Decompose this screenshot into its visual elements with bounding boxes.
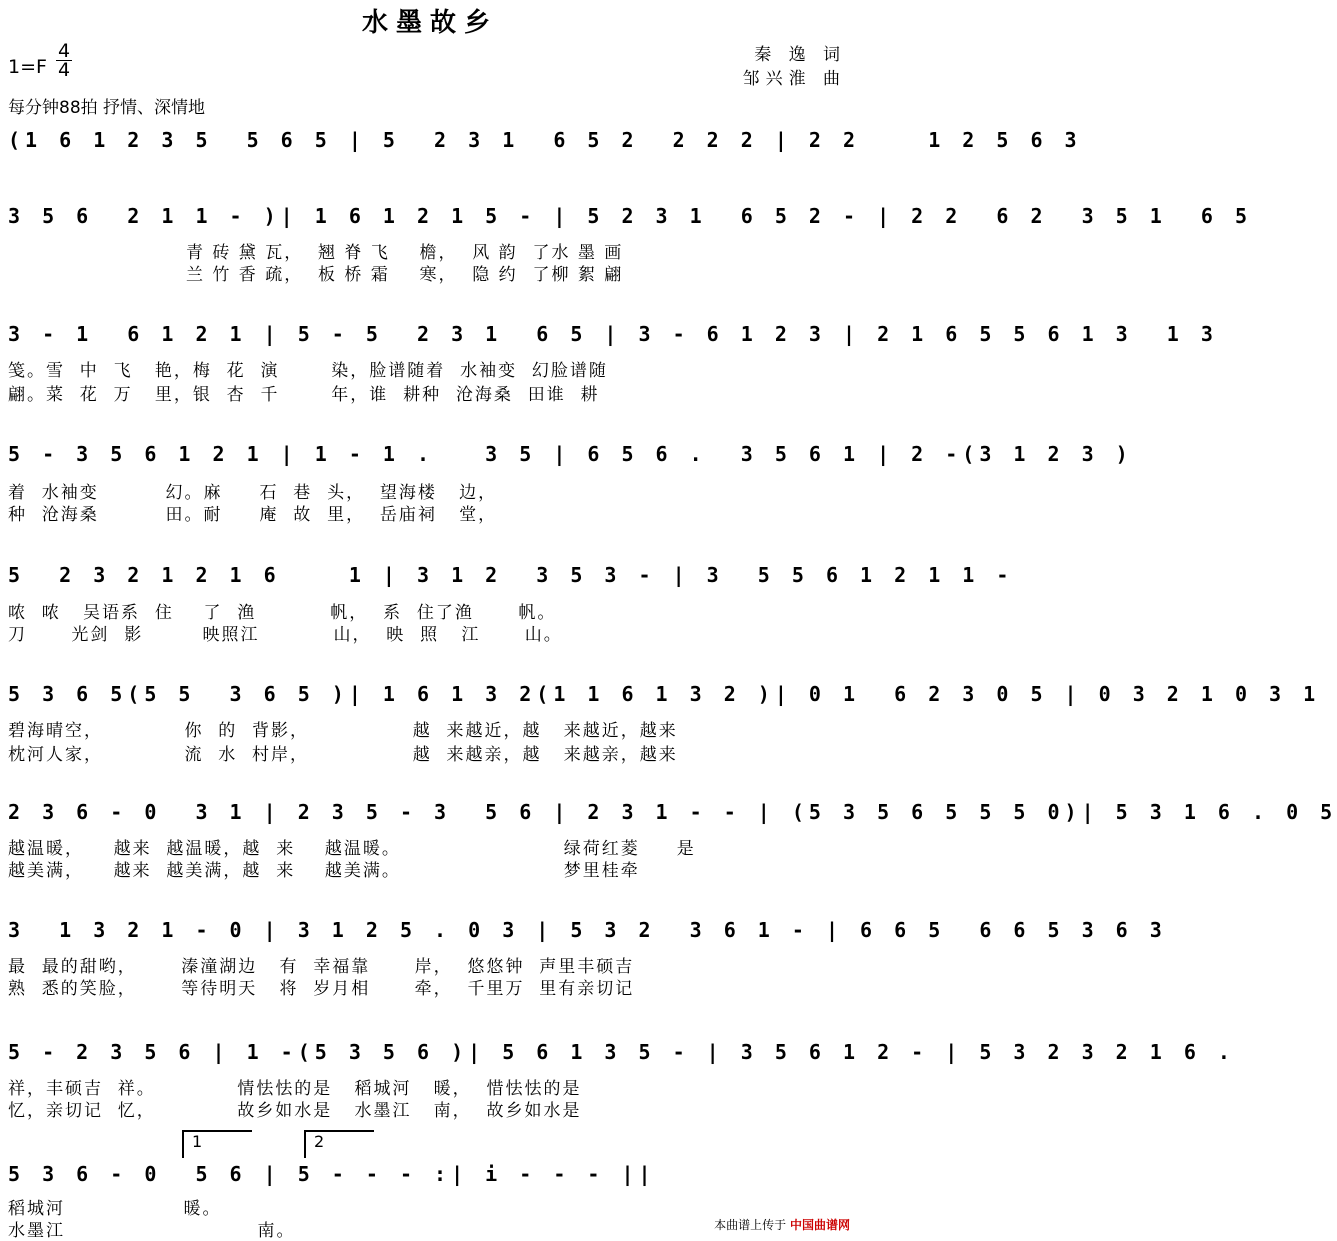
lyric-line-6-verse-2: 枕河人家， 流 水 村岸， 越 来越亲，越 来越亲，越来 (8, 745, 678, 765)
site-logo[interactable]: 中国曲谱网 (789, 1218, 850, 1232)
lyric-line-6-verse-1: 碧海晴空， 你 的 背影， 越 来越近，越 来越近，越来 (8, 721, 678, 741)
lyric-line-2-verse-2: 兰 竹 香 疏， 板 桥 霜 寒， 隐 约 了柳 絮 翩 (186, 265, 624, 285)
lyric-line-3-verse-1: 笺。雪 中 飞 艳，梅 花 演 染，脸谱随着 水袖变 幻脸谱随 (8, 361, 608, 381)
lyric-line-10-verse-2: 水墨江 南。 (8, 1221, 296, 1241)
lyric-line-3-verse-2: 翩。菜 花 万 里，银 杏 千 年，谁 耕种 沧海桑 田谁 耕 (8, 385, 600, 405)
notation-line-9: 5 - 2 3 5 6 | 1 -(5 3 5 6 )| 5 6 1 3 5 - | 3 5 6 1 2 - | 5 3 2 3 2 1 6 . (8, 1040, 1235, 1064)
lyric-line-2-verse-1: 青 砖 黛 瓦， 翘 脊 飞 檐， 风 韵 了水 墨 画 (186, 243, 624, 263)
lyric-line-4-verse-1: 着 水袖变 幻。麻 石 巷 头， 望海楼 边， (8, 483, 498, 503)
volta-bracket-1 (182, 1130, 252, 1158)
lyric-line-4-verse-2: 种 沧海桑 田。耐 庵 故 里， 岳庙祠 堂， (8, 505, 498, 525)
lyric-line-9-verse-2: 忆，亲切记 忆， 故乡如水是 水墨江 南， 故乡如水是 (8, 1101, 582, 1121)
page-title: 水墨故乡 (361, 8, 498, 38)
tempo-marking: 每分钟88拍 抒情、深情地 (8, 98, 206, 118)
time-signature-top: 4 (57, 40, 71, 62)
lyric-line-5-verse-2: 刀 光剑 影 映照江 山， 映 照 江 山。 (8, 625, 563, 645)
volta-bracket-2 (304, 1130, 374, 1158)
notation-line-2: 3 5 6 2 1 1 - )| 1 6 1 2 1 5 - | 5 2 3 1 6 5 2 - | 2 2 6 2 3 5 1 6 5 (8, 204, 1252, 228)
volta-label-1: 1 (192, 1132, 203, 1151)
composer-credit: 邹兴淮 曲 (742, 69, 846, 89)
lyric-line-7-verse-2: 越美满， 越来 越美满，越 来 越美满。 梦里桂牵 (8, 861, 640, 881)
time-signature (56, 42, 72, 79)
time-signature-bottom: 4 (57, 59, 71, 81)
volta-label-2: 2 (314, 1132, 325, 1151)
notation-line-4: 5 - 3 5 6 1 2 1 | 1 - 1 . 3 5 | 6 5 6 . 3 5 6 1 | 2 -(3 1 2 3 ) (8, 442, 1133, 466)
lyricist-credit: 秦 逸 词 (754, 45, 846, 65)
notation-line-10: 5 3 6 - 0 5 6 | 5 - - - :| i - - - || (8, 1162, 656, 1186)
footer-text: 本曲谱上传于 (714, 1218, 787, 1232)
lyric-line-9-verse-1: 祥，丰硕吉 祥。 情怯怯的是 稻城河 暖， 惜怯怯的是 (8, 1079, 582, 1099)
key-signature: 1=F (8, 56, 47, 78)
source-footer (714, 1216, 850, 1233)
notation-line-5: 5 2 3 2 1 2 1 6 1 | 3 1 2 3 5 3 - | 3 5 5 6 1 2 1 1 - (8, 563, 1014, 587)
lyric-line-10-verse-1: 稻城河 暖。 (8, 1199, 222, 1219)
notation-line-6: 5 3 6 5(5 5 3 6 5 )| 1 6 1 3 2(1 1 6 1 3 2 )| 0 1 6 2 3 0 5 | 0 3 2 1 0 3 1 (8, 682, 1321, 706)
lyric-line-8-verse-2: 熟 悉的笑脸， 等待明天 将 岁月相 牵， 千里万 里有亲切记 (8, 979, 635, 999)
lyric-line-7-verse-1: 越温暖， 越来 越温暖，越 来 越温暖。 绿荷红菱 是 (8, 839, 696, 859)
notation-line-1: (1 6 1 2 3 5 5 6 5 | 5 2 3 1 6 5 2 2 2 2 | 2 2 1 2 5 6 3 (8, 128, 1082, 152)
lyric-line-5-verse-1: 哝 哝 吴语系 住 了 渔 帆， 系 住了渔 帆。 (8, 603, 557, 623)
notation-line-7: 2 3 6 - 0 3 1 | 2 3 5 - 3 5 6 | 2 3 1 - - | (5 3 5 6 5 5 5 0)| 5 3 1 6 . 0 5 (8, 800, 1337, 824)
notation-line-3: 3 - 1 6 1 2 1 | 5 - 5 2 3 1 6 5 | 3 - 6 1 2 3 | 2 1 6 5 5 6 1 3 1 3 (8, 322, 1218, 346)
lyric-line-8-verse-1: 最 最的甜哟， 溱潼湖边 有 幸福靠 岸， 悠悠钟 声里丰硕吉 (8, 957, 635, 977)
notation-line-8: 3 1 3 2 1 - 0 | 3 1 2 5 . 0 3 | 5 3 2 3 6 1 - | 6 6 5 6 6 5 3 6 3 (8, 918, 1167, 942)
